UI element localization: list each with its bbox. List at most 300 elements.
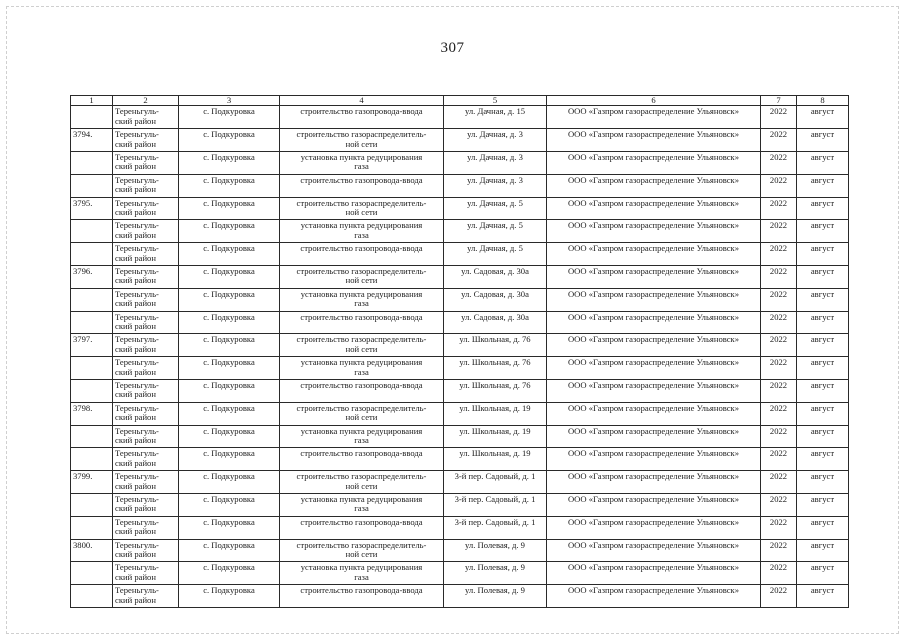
work-work2-text: ной сети xyxy=(345,207,378,217)
row-number xyxy=(71,243,113,266)
table-row xyxy=(71,334,849,357)
village-cell xyxy=(179,471,280,494)
organization-org-text: ООО «Газпром газораспределение Ульяновск» xyxy=(567,402,740,413)
village-village-text: с. Подкуровка xyxy=(203,174,255,185)
header-col-7: 7 xyxy=(761,96,797,106)
organization-cell xyxy=(547,539,761,562)
district-cell xyxy=(113,357,179,380)
work-work2-text: газа xyxy=(354,571,369,582)
village-village-text: с. Подкуровка xyxy=(203,539,255,550)
work-work2-text: газа xyxy=(354,366,369,377)
organization-org-text: ООО «Газпром газораспределение Ульяновск» xyxy=(567,197,740,208)
header-col-2: 2 xyxy=(113,96,179,106)
district-district2-text: ский район xyxy=(115,138,156,149)
address-cell xyxy=(444,288,547,311)
address-cell xyxy=(444,516,547,539)
year-year-text: 2022 xyxy=(769,379,788,390)
year-year-text: 2022 xyxy=(769,129,788,140)
row-number xyxy=(71,493,113,516)
organization-org-text: ООО «Газпром газораспределение Ульяновск» xyxy=(567,585,740,596)
district-district-text: Тереньгуль- xyxy=(115,448,159,459)
table-row xyxy=(71,379,849,402)
district-district-text: Тереньгуль- xyxy=(115,425,159,436)
table-row xyxy=(71,265,849,288)
row-number xyxy=(71,471,113,494)
organization-org-text: ООО «Газпром газораспределение Ульяновск» xyxy=(567,288,740,299)
address-cell xyxy=(444,402,547,425)
header-col-4: 4 xyxy=(280,96,444,106)
village-village-text: с. Подкуровка xyxy=(203,516,255,527)
header-col-1: 1 xyxy=(71,96,113,106)
work-work-text: установка пункта редуцирования xyxy=(300,357,423,368)
organization-org-text: ООО «Газпром газораспределение Ульяновск» xyxy=(567,516,740,527)
organization-org-text: ООО «Газпром газораспределение Ульяновск» xyxy=(567,334,740,345)
month-month-text: август xyxy=(810,493,835,504)
district-district-text: Тереньгуль- xyxy=(115,311,159,322)
address-address-text: ул. Дачная, д. 3 xyxy=(467,174,523,185)
district-district-text: Тереньгуль- xyxy=(115,106,159,117)
month-cell xyxy=(797,471,849,494)
village-village-text: с. Подкуровка xyxy=(203,265,255,276)
work-cell xyxy=(280,562,444,585)
month-cell xyxy=(797,493,849,516)
organization-cell xyxy=(547,334,761,357)
year-cell xyxy=(761,334,797,357)
organization-cell xyxy=(547,493,761,516)
address-cell xyxy=(444,220,547,243)
district-district-text: Тереньгуль- xyxy=(115,585,159,596)
year-year-text: 2022 xyxy=(769,425,788,436)
month-cell xyxy=(797,562,849,585)
year-year-text: 2022 xyxy=(769,562,788,573)
year-year-text: 2022 xyxy=(769,152,788,162)
work-cell xyxy=(280,288,444,311)
month-cell xyxy=(797,516,849,539)
village-village-text: с. Подкуровка xyxy=(203,425,255,436)
organization-cell xyxy=(547,471,761,494)
district-cell xyxy=(113,516,179,539)
organization-org-text: ООО «Газпром газораспределение Ульяновск» xyxy=(567,174,740,185)
year-cell xyxy=(761,243,797,266)
district-district-text: Тереньгуль- xyxy=(115,288,159,299)
village-cell xyxy=(179,129,280,152)
month-month-text: август xyxy=(810,402,835,413)
address-cell xyxy=(444,539,547,562)
row-number xyxy=(71,311,113,334)
village-village-text: с. Подкуровка xyxy=(203,357,255,368)
header-col-8: 8 xyxy=(797,96,849,106)
row-number-num-text: 3798. xyxy=(73,402,93,413)
header-row xyxy=(71,96,849,106)
district-district-text: Тереньгуль- xyxy=(115,539,159,550)
month-cell xyxy=(797,425,849,448)
year-year-text: 2022 xyxy=(769,243,788,254)
organization-cell xyxy=(547,152,761,175)
work-cell xyxy=(280,585,444,608)
address-address-text: 3-й пер. Садовый, д. 1 xyxy=(454,493,536,504)
organization-cell xyxy=(547,516,761,539)
district-cell xyxy=(113,243,179,266)
year-cell xyxy=(761,516,797,539)
row-number xyxy=(71,174,113,197)
year-cell xyxy=(761,425,797,448)
address-cell xyxy=(444,197,547,220)
district-district-text: Тереньгуль- xyxy=(115,562,159,573)
work-work-text: строительство газораспределитель- xyxy=(296,471,427,482)
year-year-text: 2022 xyxy=(769,471,788,482)
row-number-num-text: 3795. xyxy=(73,197,93,208)
header-col-6: 6 xyxy=(547,96,761,106)
organization-org-text: ООО «Газпром газораспределение Ульяновск» xyxy=(567,129,740,140)
district-district-text: Тереньгуль- xyxy=(115,152,159,162)
district-cell xyxy=(113,311,179,334)
district-cell xyxy=(113,379,179,402)
row-number xyxy=(71,539,113,562)
table-row xyxy=(71,220,849,243)
table-row xyxy=(71,585,849,608)
village-cell xyxy=(179,152,280,175)
work-work-text: установка пункта редуцирования xyxy=(300,220,423,231)
organization-cell xyxy=(547,106,761,129)
address-cell xyxy=(444,311,547,334)
work-cell xyxy=(280,243,444,266)
village-village-text: с. Подкуровка xyxy=(203,585,255,596)
year-year-text: 2022 xyxy=(769,448,788,459)
organization-org-text: ООО «Газпром газораспределение Ульяновск» xyxy=(567,539,740,550)
organization-cell xyxy=(547,220,761,243)
row-number xyxy=(71,379,113,402)
year-year-text: 2022 xyxy=(769,585,788,596)
organization-org-text: ООО «Газпром газораспределение Ульяновск» xyxy=(567,357,740,368)
month-month-text: август xyxy=(810,516,835,527)
row-number xyxy=(71,562,113,585)
district-cell xyxy=(113,334,179,357)
work-work2-text: ной сети xyxy=(345,480,378,491)
work-work-text: строительство газопровода-ввода xyxy=(300,585,423,596)
year-year-text: 2022 xyxy=(769,516,788,527)
organization-org-text: ООО «Газпром газораспределение Ульяновск» xyxy=(567,220,740,231)
organization-cell xyxy=(547,129,761,152)
month-cell xyxy=(797,106,849,129)
village-cell xyxy=(179,539,280,562)
work-work-text: строительство газопровода-ввода xyxy=(300,174,423,185)
year-cell xyxy=(761,197,797,220)
address-cell xyxy=(444,152,547,175)
work-work-text: строительство газораспределитель- xyxy=(296,539,427,550)
month-month-text: август xyxy=(810,152,835,162)
village-village-text: с. Подкуровка xyxy=(203,493,255,504)
row-number xyxy=(71,425,113,448)
village-village-text: с. Подкуровка xyxy=(203,288,255,299)
district-district-text: Тереньгуль- xyxy=(115,334,159,345)
month-month-text: август xyxy=(810,243,835,254)
table-row xyxy=(71,357,849,380)
district-cell xyxy=(113,425,179,448)
row-number xyxy=(71,288,113,311)
organization-cell xyxy=(547,311,761,334)
row-number xyxy=(71,357,113,380)
address-address-text: ул. Школьная, д. 76 xyxy=(459,334,531,345)
organization-cell xyxy=(547,243,761,266)
district-district2-text: ский район xyxy=(115,526,156,537)
work-cell xyxy=(280,357,444,380)
row-number xyxy=(71,402,113,425)
work-work-text: строительство газораспределитель- xyxy=(296,402,427,413)
month-cell xyxy=(797,152,849,175)
district-district2-text: ский район xyxy=(115,298,156,309)
month-cell xyxy=(797,402,849,425)
row-number xyxy=(71,334,113,357)
month-month-text: август xyxy=(810,129,835,140)
work-work-text: установка пункта редуцирования xyxy=(300,288,423,299)
village-village-text: с. Подкуровка xyxy=(203,379,255,390)
table-row xyxy=(71,152,849,175)
work-cell xyxy=(280,471,444,494)
schedule-table xyxy=(70,95,849,608)
work-cell xyxy=(280,493,444,516)
district-district2-text: ский район xyxy=(115,480,156,491)
district-cell xyxy=(113,402,179,425)
district-district2-text: ский район xyxy=(115,412,156,423)
village-cell xyxy=(179,220,280,243)
organization-org-text: ООО «Газпром газораспределение Ульяновск» xyxy=(567,152,740,162)
year-cell xyxy=(761,129,797,152)
address-cell xyxy=(444,585,547,608)
work-work-text: установка пункта редуцирования xyxy=(300,493,423,504)
table-row xyxy=(71,516,849,539)
district-district-text: Тереньгуль- xyxy=(115,379,159,390)
district-district2-text: ский район xyxy=(115,161,156,172)
address-cell xyxy=(444,243,547,266)
village-village-text: с. Подкуровка xyxy=(203,334,255,345)
district-cell xyxy=(113,265,179,288)
year-cell xyxy=(761,493,797,516)
table-row xyxy=(71,288,849,311)
work-work-text: строительство газопровода-ввода xyxy=(300,106,423,117)
address-address-text: ул. Школьная, д. 19 xyxy=(459,448,531,459)
work-work-text: установка пункта редуцирования xyxy=(300,152,423,162)
year-cell xyxy=(761,471,797,494)
address-address-text: ул. Школьная, д. 19 xyxy=(459,402,531,413)
work-cell xyxy=(280,334,444,357)
district-cell xyxy=(113,174,179,197)
address-cell xyxy=(444,357,547,380)
organization-cell xyxy=(547,174,761,197)
address-address-text: ул. Дачная, д. 15 xyxy=(464,106,526,117)
work-work-text: строительство газопровода-ввода xyxy=(300,448,423,459)
table-row xyxy=(71,197,849,220)
district-cell xyxy=(113,493,179,516)
year-cell xyxy=(761,539,797,562)
row-number xyxy=(71,516,113,539)
village-village-text: с. Подкуровка xyxy=(203,106,255,117)
month-cell xyxy=(797,379,849,402)
organization-org-text: ООО «Газпром газораспределение Ульяновск» xyxy=(567,379,740,390)
row-number-num-text: 3800. xyxy=(73,539,93,550)
address-cell xyxy=(444,448,547,471)
organization-org-text: ООО «Газпром газораспределение Ульяновск» xyxy=(567,448,740,459)
month-cell xyxy=(797,357,849,380)
address-address-text: ул. Садовая, д. 30а xyxy=(461,311,529,322)
table-row xyxy=(71,106,849,129)
district-cell xyxy=(113,197,179,220)
row-number-num-text: 3794. xyxy=(73,129,93,140)
village-cell xyxy=(179,265,280,288)
organization-org-text: ООО «Газпром газораспределение Ульяновск» xyxy=(567,425,740,436)
table-row xyxy=(71,471,849,494)
organization-org-text: ООО «Газпром газораспределение Ульяновск» xyxy=(567,106,740,117)
work-work-text: строительство газораспределитель- xyxy=(296,197,427,208)
month-month-text: август xyxy=(810,288,835,299)
address-cell xyxy=(444,425,547,448)
table-row xyxy=(71,425,849,448)
month-month-text: август xyxy=(810,585,835,596)
village-cell xyxy=(179,311,280,334)
table-row xyxy=(71,448,849,471)
address-cell xyxy=(444,129,547,152)
district-district2-text: ский район xyxy=(115,320,156,331)
work-cell xyxy=(280,539,444,562)
year-year-text: 2022 xyxy=(769,493,788,504)
district-cell xyxy=(113,539,179,562)
table-row xyxy=(71,493,849,516)
year-year-text: 2022 xyxy=(769,265,788,276)
work-work2-text: газа xyxy=(354,434,369,445)
organization-org-text: ООО «Газпром газораспределение Ульяновск» xyxy=(567,243,740,254)
address-address-text: ул. Полевая, д. 9 xyxy=(465,585,525,596)
village-village-text: с. Подкуровка xyxy=(203,471,255,482)
district-district2-text: ский район xyxy=(115,389,156,400)
address-address-text: ул. Дачная, д. 5 xyxy=(467,243,523,254)
organization-cell xyxy=(547,585,761,608)
address-cell xyxy=(444,334,547,357)
village-cell xyxy=(179,425,280,448)
village-cell xyxy=(179,493,280,516)
table-row xyxy=(71,562,849,585)
work-work-text: строительство газопровода-ввода xyxy=(300,243,423,254)
work-work-text: установка пункта редуцирования xyxy=(300,562,423,573)
district-district2-text: ский район xyxy=(115,548,156,559)
month-month-text: август xyxy=(810,106,835,117)
organization-cell xyxy=(547,379,761,402)
organization-cell xyxy=(547,197,761,220)
work-work2-text: ной сети xyxy=(345,275,378,286)
village-village-text: с. Подкуровка xyxy=(203,402,255,413)
district-district-text: Тереньгуль- xyxy=(115,265,159,276)
village-cell xyxy=(179,379,280,402)
month-cell xyxy=(797,265,849,288)
address-address-text: ул. Полевая, д. 9 xyxy=(465,562,525,573)
district-district2-text: ский район xyxy=(115,275,156,286)
village-cell xyxy=(179,243,280,266)
year-year-text: 2022 xyxy=(769,106,788,117)
work-cell xyxy=(280,311,444,334)
district-district2-text: ский район xyxy=(115,366,156,377)
work-cell xyxy=(280,106,444,129)
header-col-5: 5 xyxy=(444,96,547,106)
work-cell xyxy=(280,265,444,288)
row-number-num-text: 3799. xyxy=(73,471,93,482)
month-cell xyxy=(797,311,849,334)
row-number xyxy=(71,585,113,608)
address-address-text: ул. Школьная, д. 19 xyxy=(459,425,531,436)
work-work-text: строительство газопровода-ввода xyxy=(300,311,423,322)
work-work-text: строительство газораспределитель- xyxy=(296,265,427,276)
page-number: 307 xyxy=(440,40,465,56)
year-cell xyxy=(761,288,797,311)
district-district-text: Тереньгуль- xyxy=(115,516,159,527)
district-district2-text: ский район xyxy=(115,184,156,195)
district-cell xyxy=(113,129,179,152)
work-cell xyxy=(280,129,444,152)
address-address-text: ул. Полевая, д. 9 xyxy=(465,539,525,550)
district-district-text: Тереньгуль- xyxy=(115,197,159,208)
year-cell xyxy=(761,562,797,585)
district-district-text: Тереньгуль- xyxy=(115,174,159,185)
village-village-text: с. Подкуровка xyxy=(203,311,255,322)
address-address-text: 3-й пер. Садовый, д. 1 xyxy=(454,516,536,527)
organization-org-text: ООО «Газпром газораспределение Ульяновск» xyxy=(567,471,740,482)
village-village-text: с. Подкуровка xyxy=(203,562,255,573)
row-number xyxy=(71,152,113,175)
district-district-text: Тереньгуль- xyxy=(115,471,159,482)
header-col-3: 3 xyxy=(179,96,280,106)
work-work-text: строительство газораспределитель- xyxy=(296,129,427,140)
address-address-text: ул. Школьная, д. 76 xyxy=(459,357,531,368)
work-work2-text: газа xyxy=(354,161,369,172)
row-number xyxy=(71,220,113,243)
address-cell xyxy=(444,174,547,197)
year-cell xyxy=(761,265,797,288)
year-year-text: 2022 xyxy=(769,357,788,368)
village-village-text: с. Подкуровка xyxy=(203,448,255,459)
work-work-text: установка пункта редуцирования xyxy=(300,425,423,436)
address-cell xyxy=(444,379,547,402)
district-district2-text: ский район xyxy=(115,252,156,263)
row-number-num-text: 3797. xyxy=(73,334,93,345)
work-work-text: строительство газопровода-ввода xyxy=(300,379,423,390)
row-number xyxy=(71,106,113,129)
row-number xyxy=(71,265,113,288)
district-cell xyxy=(113,448,179,471)
year-cell xyxy=(761,152,797,175)
month-month-text: август xyxy=(810,265,835,276)
work-cell xyxy=(280,152,444,175)
work-work2-text: ной сети xyxy=(345,548,378,559)
village-village-text: с. Подкуровка xyxy=(203,197,255,208)
village-cell xyxy=(179,562,280,585)
year-year-text: 2022 xyxy=(769,539,788,550)
address-address-text: ул. Дачная, д. 5 xyxy=(467,220,523,231)
month-cell xyxy=(797,539,849,562)
village-cell xyxy=(179,106,280,129)
address-address-text: ул. Садовая, д. 30а xyxy=(461,265,529,276)
work-cell xyxy=(280,402,444,425)
month-cell xyxy=(797,288,849,311)
month-cell xyxy=(797,174,849,197)
address-address-text: ул. Дачная, д. 5 xyxy=(467,197,523,208)
month-month-text: август xyxy=(810,197,835,208)
district-cell xyxy=(113,152,179,175)
district-cell xyxy=(113,288,179,311)
work-cell xyxy=(280,197,444,220)
district-district2-text: ский район xyxy=(115,343,156,354)
address-address-text: ул. Школьная, д. 76 xyxy=(459,379,531,390)
table-row xyxy=(71,402,849,425)
month-cell xyxy=(797,220,849,243)
district-cell xyxy=(113,471,179,494)
address-address-text: ул. Дачная, д. 3 xyxy=(467,152,523,162)
